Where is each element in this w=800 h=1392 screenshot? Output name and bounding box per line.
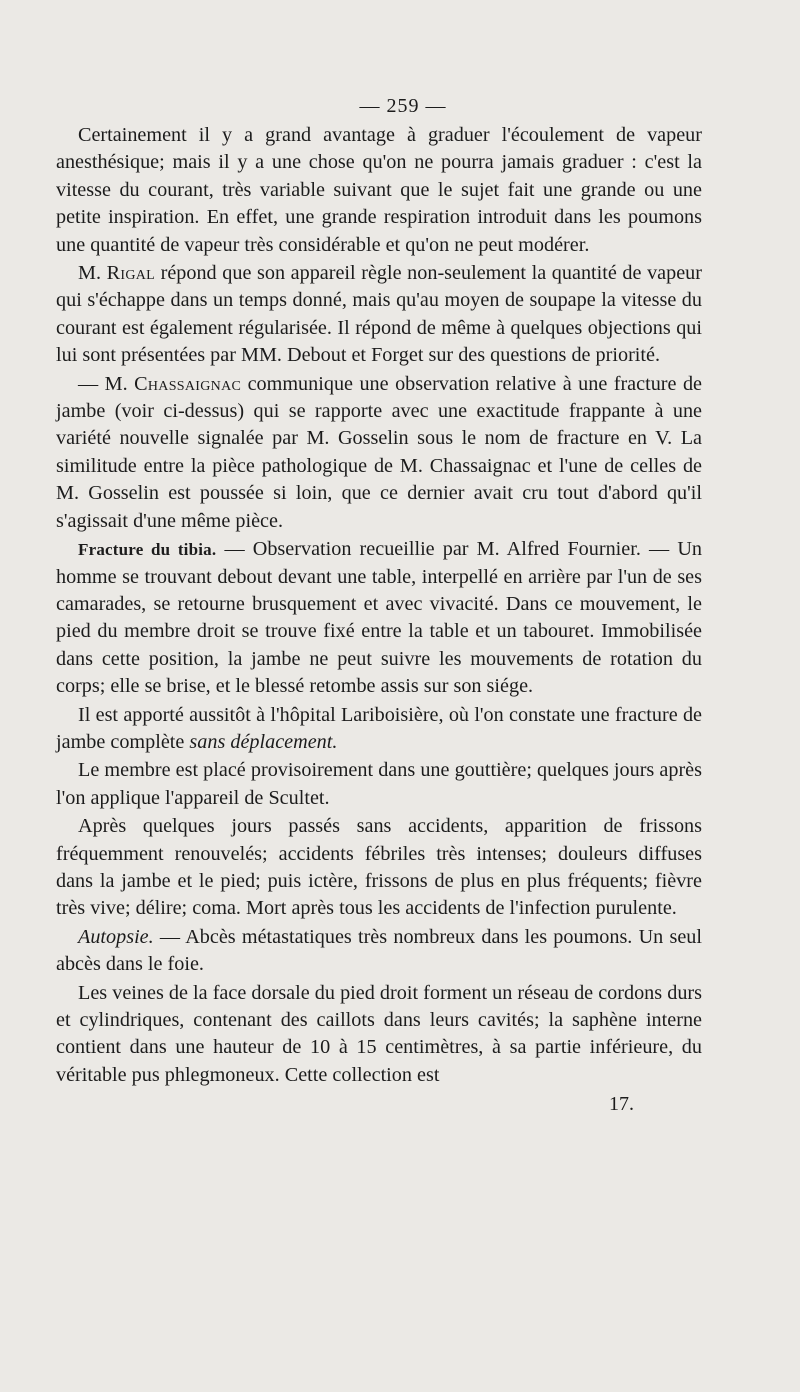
paragraph-rigal — [56, 260, 702, 370]
paragraph-veins: Les veines de la face dorsale du pied droit forment un réseau de cordons durs et cylindriques, contenant des caillots dans leurs cavités; la saphène interne contient dans une hauteur de 10 à 15 centimètres, à sa partie inférieure, du véritable pus phlegmoneux. Cette collection est — [56, 981, 702, 1086]
paragraph-hospital — [56, 702, 702, 757]
paragraph-treatment: Le membre est placé provisoirement dans une gouttière; quelques jours après l'on applique l'appareil de Scultet. — [56, 759, 702, 809]
paragraph-chassaignac-text: communique une observation relative à une fracture de jambe (voir ci-dessus) qui se rapporte avec une exactitude frappante à une variété nouvelle signalée par M. Gosselin sous le nom de fracture en V. La similitude entre la pièce pathologique de M. Chassaignac et l'une de celles de M. Gosselin est poussée si loin, que ce dernier avait cru tout d'abord qu'il s'agissait d'une même pièce. — [56, 372, 703, 532]
paragraph-anesthesia: Certainement il y a grand avantage à graduer l'écoulement de vapeur anesthésique; mais il y a une chose qu'on ne pourra jamais graduer : c'est la vitesse du courant, très variable suivant que le sujet fait une grande ou une petite inspiration. En effet, une grande respiration introduit dans les poumons une quantité de vapeur très considérable et qu'on ne peut modérer. — [56, 124, 702, 256]
paragraph-hospital-text: Il est apporté aussitôt à l'hôpital Lariboisière, où l'on constate une fracture de jambe complète — [56, 703, 702, 753]
autopsy-label: Autopsie. — [78, 925, 154, 948]
speaker-name-rigal: Rigal — [106, 262, 155, 285]
page-number: — 259 — — [359, 95, 447, 117]
paragraph-rigal-prefix: M. — [78, 262, 107, 285]
paragraph-complications: Après quelques jours passés sans accidents, apparition de frissons fréquemment renouvelés; accidents fébriles très intenses; douleurs diffuses dans la jambe et le pied; puis ictère, frissons de plus en plus fréquents; fièvre très vive; délire; coma. Mort après tous les accidents de l'infection purulente. — [56, 815, 702, 920]
speaker-name-chassaignac: Chassaignac — [134, 372, 242, 395]
section-heading-fracture: Fracture du tibia. — [78, 540, 217, 560]
paragraph-autopsy — [56, 924, 702, 979]
paragraph-rigal-text: répond que son appareil règle non-seulement la quantité de vapeur qui s'échappe dans un temps donné, mais qu'au moyen de soupape la vitesse du courant est également régularisée. Il répond de même à quelques objections qui lui sont présentées par MM. Debout et Forget sur des questions de priorité. — [56, 262, 702, 367]
paragraph-autopsy-text: — Abcès métastatiques très nombreux dans les poumons. Un seul abcès dans le foie. — [56, 925, 702, 976]
paragraph-fracture-observation — [56, 536, 702, 700]
paragraph-hospital-italic: sans déplacement. — [189, 730, 338, 753]
paragraph-fracture-text: — Observation recueillie par M. Alfred Fournier. — Un homme se trouvant debout devant une table, interpellé en arrière par l'un de ses camarades, se retourne brusquement et avec vivacité. Dans ce mouvement, le pied du membre droit se trouve fixé entre la table et un tabouret. Immobilisée dans cette position, la jambe ne peut suivre les mouvements de rotation du corps; elle se brise, et le blessé retombe assis sur son siége. — [56, 538, 702, 698]
paragraph-chassaignac — [56, 371, 702, 535]
paragraph-chassaignac-prefix: — M. — [78, 372, 135, 395]
signature-mark: 17. — [609, 1093, 634, 1116]
